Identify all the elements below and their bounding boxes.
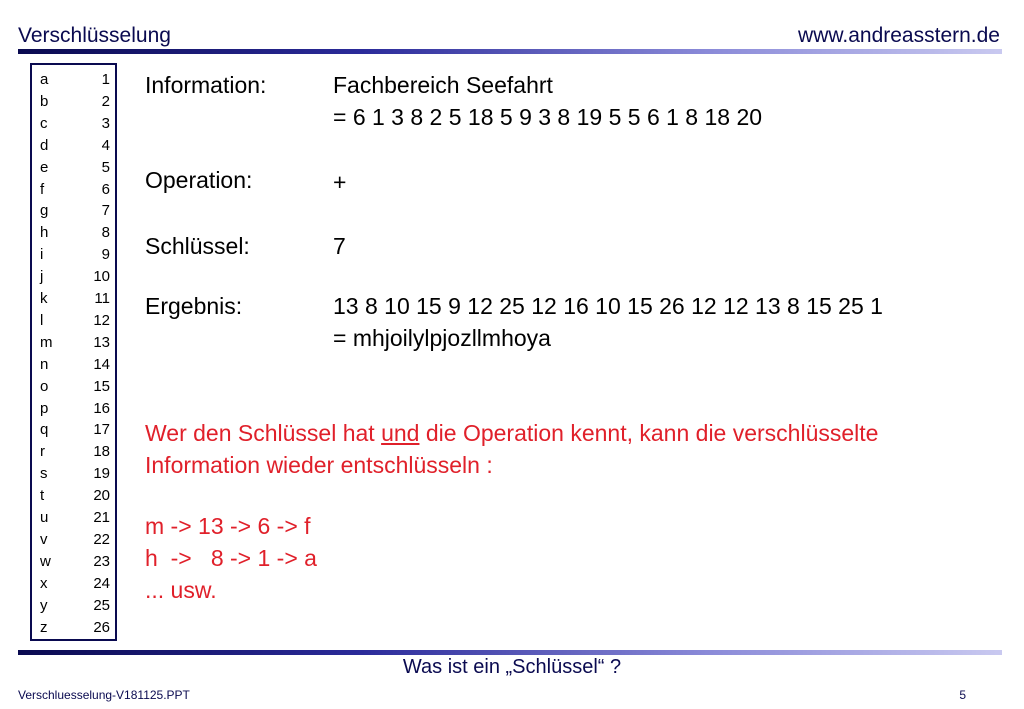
alphabet-number: 9 xyxy=(101,246,110,264)
alphabet-number: 25 xyxy=(93,596,110,614)
note-line-1-start: Wer den Schlüssel hat xyxy=(145,420,382,446)
alphabet-number: 4 xyxy=(101,136,110,154)
alphabet-number: 19 xyxy=(93,465,110,483)
footer-divider xyxy=(18,650,1002,655)
information-numbers: = 6 1 3 8 2 5 18 5 9 3 8 19 5 5 6 1 8 18 20 xyxy=(333,104,763,130)
alphabet-number: 16 xyxy=(93,399,110,417)
alphabet-row xyxy=(40,202,110,224)
alphabet-number: 14 xyxy=(93,355,110,373)
alphabet-number: 10 xyxy=(93,268,110,286)
alphabet-row xyxy=(40,553,110,575)
result-numbers: 13 8 10 15 9 12 25 12 16 10 15 26 12 12 13 8 15 25 1 xyxy=(333,293,883,319)
alphabet-letter: d xyxy=(40,136,49,154)
note-line-1 xyxy=(145,420,878,447)
alphabet-row xyxy=(40,443,110,465)
page-number: 5 xyxy=(959,688,966,702)
alphabet-letter: o xyxy=(40,377,49,395)
alphabet-row xyxy=(40,268,110,290)
note-line-1-end: die Operation kennt, kann die verschlüsselte xyxy=(419,420,879,446)
alphabet-row xyxy=(40,137,110,159)
header-title: Verschlüsselung xyxy=(18,24,171,47)
alphabet-number: 21 xyxy=(93,509,110,526)
alphabet-letter: b xyxy=(40,92,49,110)
header-divider xyxy=(18,49,1002,54)
alphabet-number: 18 xyxy=(93,443,110,461)
alphabet-letter: g xyxy=(40,202,49,220)
alphabet-letter: q xyxy=(40,421,49,439)
example-line-3: ... usw. xyxy=(145,577,217,603)
alphabet-letter: m xyxy=(40,333,53,351)
alphabet-row xyxy=(40,421,110,443)
alphabet-number: 13 xyxy=(93,333,110,351)
footer-filename: Verschluesselung-V181125.PPT xyxy=(18,688,190,702)
alphabet-letter: c xyxy=(40,114,48,132)
alphabet-row xyxy=(40,181,110,203)
alphabet-row xyxy=(40,378,110,400)
alphabet-letter: i xyxy=(40,246,44,264)
alphabet-number: 11 xyxy=(94,290,110,307)
alphabet-row xyxy=(40,575,110,597)
key-label: Schlüssel: xyxy=(145,233,250,259)
note-line-2: Information wieder entschlüsseln : xyxy=(145,452,493,478)
information-label: Information: xyxy=(145,72,267,98)
information-value: Fachbereich Seefahrt xyxy=(333,72,553,98)
alphabet-number: 3 xyxy=(101,114,110,132)
alphabet-row xyxy=(40,334,110,356)
alphabet-letter: j xyxy=(40,268,44,286)
alphabet-number: 24 xyxy=(93,574,110,592)
alphabet-row xyxy=(40,159,110,181)
alphabet-letter: h xyxy=(40,224,49,242)
alphabet-row xyxy=(40,224,110,246)
alphabet-letter: t xyxy=(40,487,45,505)
alphabet-letter: p xyxy=(40,399,49,417)
alphabet-row xyxy=(40,290,110,312)
alphabet-number: 26 xyxy=(93,618,110,636)
alphabet-letter: e xyxy=(40,158,49,176)
alphabet-row xyxy=(40,115,110,137)
operation-label: Operation: xyxy=(145,167,253,193)
note-underlined-word: und xyxy=(381,420,420,446)
alphabet-row xyxy=(40,400,110,422)
alphabet-table xyxy=(30,63,117,641)
result-text: = mhjoilylpjozllmhoya xyxy=(333,325,551,351)
alphabet-row xyxy=(40,356,110,378)
alphabet-row xyxy=(40,465,110,487)
alphabet-row xyxy=(40,509,110,531)
alphabet-row xyxy=(40,597,110,619)
result-label: Ergebnis: xyxy=(145,293,243,319)
alphabet-letter: r xyxy=(40,443,45,461)
alphabet-letter: v xyxy=(40,530,48,548)
alphabet-row xyxy=(40,619,110,641)
alphabet-letter: x xyxy=(40,574,48,592)
alphabet-row xyxy=(40,93,110,115)
alphabet-letter: f xyxy=(40,180,45,198)
alphabet-row xyxy=(40,71,110,93)
alphabet-row xyxy=(40,487,110,509)
alphabet-letter: l xyxy=(40,311,44,329)
alphabet-number: 7 xyxy=(101,202,110,220)
alphabet-number: 17 xyxy=(93,421,110,439)
alphabet-letter: z xyxy=(40,618,48,636)
alphabet-letter: u xyxy=(40,509,49,526)
alphabet-letter: n xyxy=(40,355,49,373)
example-line-2: h -> 8 -> 1 -> a xyxy=(145,545,317,571)
alphabet-row xyxy=(40,531,110,553)
alphabet-number: 8 xyxy=(101,224,110,242)
alphabet-row xyxy=(40,246,110,268)
alphabet-number: 20 xyxy=(93,487,110,505)
alphabet-letter: k xyxy=(40,290,48,307)
alphabet-row xyxy=(40,312,110,334)
alphabet-number: 22 xyxy=(93,530,110,548)
alphabet-letter: a xyxy=(40,71,49,88)
operation-value: + xyxy=(333,169,347,195)
alphabet-number: 15 xyxy=(93,377,110,395)
alphabet-letter: y xyxy=(40,596,48,614)
footer-question: Was ist ein „Schlüssel“ ? xyxy=(402,656,622,678)
example-line-1: m -> 13 -> 6 -> f xyxy=(145,513,311,539)
alphabet-number: 12 xyxy=(93,311,110,329)
alphabet-number: 1 xyxy=(101,71,110,88)
alphabet-number: 5 xyxy=(101,158,110,176)
header-url[interactable]: www.andreasstern.de xyxy=(798,24,1000,47)
alphabet-number: 6 xyxy=(101,180,110,198)
alphabet-letter: w xyxy=(40,552,51,570)
alphabet-number: 23 xyxy=(93,552,110,570)
alphabet-number: 2 xyxy=(101,92,110,110)
alphabet-letter: s xyxy=(40,465,48,483)
key-value: 7 xyxy=(333,233,346,259)
